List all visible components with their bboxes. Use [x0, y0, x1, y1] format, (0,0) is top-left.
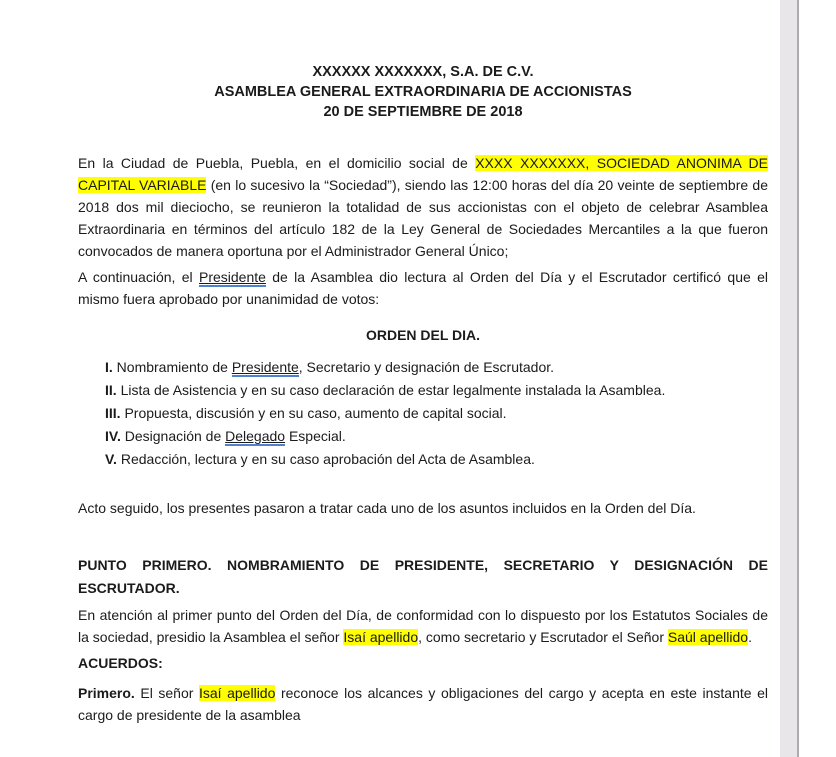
text-run: ACUERDOS: [78, 655, 163, 671]
text-run: de la Asamblea dio lectura al Orden del Día y el Escrutador certificó que el mismo fuera aprobado por unanimidad de votos: [78, 269, 768, 307]
text-run: Nombramiento de [116, 359, 232, 375]
opening-paragraph[interactable] [78, 152, 768, 262]
text-run: Designación de [124, 428, 226, 444]
text-run: Redacción, lectura y en su caso aprobación del Acta de Asamblea. [120, 451, 535, 467]
highlighted-text: Saúl apellido [667, 629, 749, 645]
primero-paragraph[interactable] [78, 682, 768, 726]
list-numeral: V. [105, 451, 121, 467]
app-background-strip [780, 0, 799, 757]
list-numeral: III. [105, 405, 125, 421]
highlighted-text: Isaí apellido [198, 685, 276, 701]
text-run: . [748, 629, 752, 645]
orden-list-item[interactable] [105, 356, 768, 379]
acto-seguido-paragraph[interactable] [78, 497, 768, 519]
text-run: ORDEN DEL DIA. [365, 327, 481, 343]
text-run: Primero. [78, 685, 135, 701]
text-run: , Secretario y designación de Escrutador. [298, 359, 555, 375]
underlined-text: Delegado [225, 428, 286, 444]
highlighted-text: XXXX XXXXXXX, SOCIEDAD ANONIMA DE CAPITAL VARIABLE [78, 155, 769, 193]
highlighted-text: Isaí apellido [343, 629, 419, 645]
text-run: Lista de Asistencia y en su caso declaración de estar legalmente instalada la Asamblea. [120, 382, 666, 398]
text-run: reconoce los alcances y obligaciones del cargo y acepta en este instante el cargo de presidente de la asamblea [78, 685, 769, 723]
right-gutter [799, 0, 836, 757]
title-line[interactable]: ASAMBLEA GENERAL EXTRAORDINARIA DE ACCIONISTAS [214, 84, 632, 100]
document-body [78, 62, 768, 726]
list-numeral: II. [105, 382, 121, 398]
text-run: PUNTO PRIMERO. NOMBRAMIENTO DE PRESIDENTE, SECRETARIO Y DESIGNACIÓN DE ESCRUTADOR. [78, 557, 768, 596]
title-line[interactable]: XXXXXX XXXXXXX, S.A. DE C.V. [312, 64, 534, 80]
orden-del-dia-heading[interactable] [78, 324, 768, 346]
title-line[interactable]: 20 DE SEPTIEMBRE DE 2018 [323, 104, 523, 120]
orden-list-item[interactable] [105, 402, 768, 425]
orden-list-item[interactable] [105, 379, 768, 402]
text-run: Acto seguido, los presentes pasaron a tratar cada uno de los asuntos incluidos en la Orden del Día. [78, 500, 696, 516]
text-run: (en lo sucesivo la “Sociedad”), siendo las 12:00 horas del día 20 veinte de septiembre de 2018 dos mil dieciocho, se reunieron la totalidad de sus accionistas con el objeto de celebrar Asamblea Extraordinaria en términos del artículo 182 de la Ley General de Sociedades Mercantiles a la que fueron convocados de manera oportuna por el Administrador General Único; [78, 177, 768, 259]
presidente-paragraph[interactable] [78, 266, 768, 310]
orden-list [105, 356, 768, 471]
acuerdos-heading[interactable] [78, 652, 768, 674]
text-run: Especial. [285, 428, 346, 444]
punto-primero-heading[interactable] [78, 554, 768, 600]
text-run: , como secretario y Escrutador el Señor [418, 629, 668, 645]
list-numeral: I. [105, 359, 117, 375]
orden-list-item[interactable] [105, 448, 768, 471]
text-run: En la Ciudad de Puebla, Puebla, en el domicilio social de [78, 155, 476, 171]
document-title [78, 62, 768, 122]
underlined-text: Presidente [198, 269, 266, 285]
underlined-text: Presidente [231, 359, 299, 375]
text-run: Propuesta, discusión y en su caso, aumento de capital social. [124, 405, 507, 421]
en-atencion-paragraph[interactable] [78, 604, 768, 648]
list-numeral: IV. [105, 428, 125, 444]
text-run: En atención al primer punto del Orden del Día, de conformidad con lo dispuesto por los Estatutos Sociales de la sociedad, presidio la Asamblea el señor [78, 607, 768, 645]
text-run: El señor [134, 685, 199, 701]
text-run: A continuación, el [78, 269, 199, 285]
orden-list-item[interactable] [105, 425, 768, 448]
